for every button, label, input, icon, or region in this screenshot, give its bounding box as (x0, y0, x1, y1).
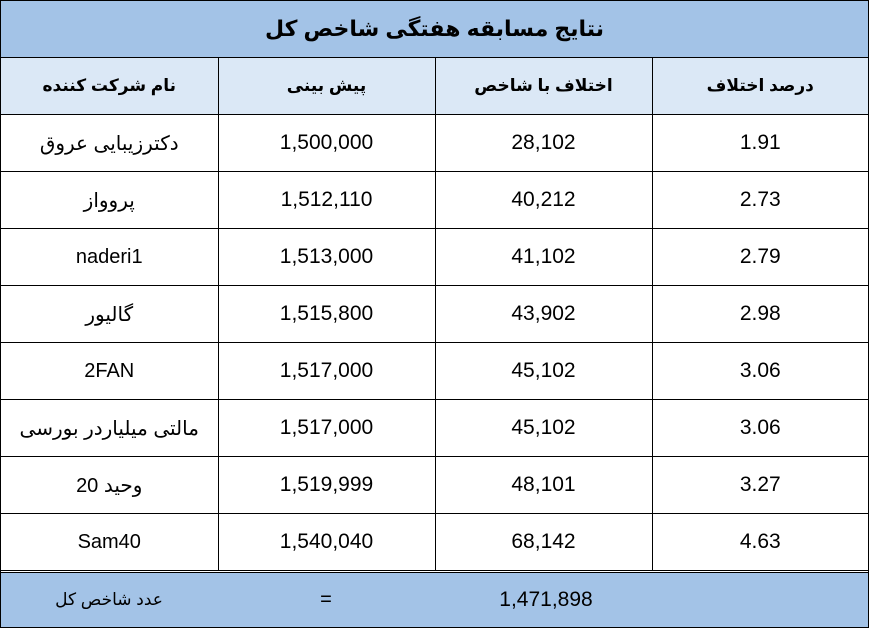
cell-difference: 68,142 (435, 514, 652, 571)
header-row (1, 58, 868, 115)
cell-prediction: 1,540,040 (218, 514, 435, 571)
table-row (1, 286, 868, 343)
cell-difference: 28,102 (435, 115, 652, 172)
cell-percent-difference: 4.63 (652, 514, 868, 571)
results-table (1, 58, 868, 571)
cell-participant-name: وحید 20 (1, 457, 218, 514)
cell-participant-name: دکترزیبایی عروق (1, 115, 218, 172)
footer-index-value: 1,471,898 (499, 588, 593, 611)
cell-percent-difference: 2.73 (652, 172, 868, 229)
cell-difference: 48,101 (435, 457, 652, 514)
cell-difference: 45,102 (435, 343, 652, 400)
cell-percent-difference: 3.06 (652, 343, 868, 400)
cell-difference: 40,212 (435, 172, 652, 229)
cell-prediction: 1,517,000 (218, 343, 435, 400)
cell-percent-difference: 1.91 (652, 115, 868, 172)
table-row (1, 457, 868, 514)
cell-prediction: 1,515,800 (218, 286, 435, 343)
cell-prediction: 1,517,000 (218, 400, 435, 457)
header-diff: اختلاف با شاخص (435, 58, 652, 115)
cell-difference: 41,102 (435, 229, 652, 286)
cell-percent-difference: 2.79 (652, 229, 868, 286)
footer-label: عدد شاخص کل (55, 590, 163, 609)
table-body (1, 115, 868, 571)
cell-percent-difference: 3.06 (652, 400, 868, 457)
cell-prediction: 1,519,999 (218, 457, 435, 514)
table-row (1, 115, 868, 172)
title-text: نتایج مسابقه هفتگی شاخص کل (264, 16, 605, 41)
cell-percent-difference: 3.27 (652, 457, 868, 514)
header-name: نام شرکت کننده (1, 58, 218, 115)
cell-participant-name: naderi1 (1, 229, 218, 286)
header-prediction: پیش بینی (218, 58, 435, 115)
cell-participant-name: پروواز (1, 172, 218, 229)
header-percent: درصد اختلاف (652, 58, 868, 115)
cell-percent-difference: 2.98 (652, 286, 868, 343)
cell-difference: 45,102 (435, 400, 652, 457)
footer-bar (1, 572, 868, 627)
page-title (1, 1, 868, 58)
cell-prediction: 1,512,110 (218, 172, 435, 229)
table-row (1, 343, 868, 400)
table-row (1, 400, 868, 457)
cell-difference: 43,902 (435, 286, 652, 343)
table-row (1, 229, 868, 286)
cell-participant-name: 2FAN (1, 343, 218, 400)
cell-prediction: 1,500,000 (218, 115, 435, 172)
cell-participant-name: گالیور (1, 286, 218, 343)
cell-participant-name: Sam40 (1, 514, 218, 571)
cell-prediction: 1,513,000 (218, 229, 435, 286)
table-row (1, 172, 868, 229)
footer-equals: = (320, 588, 332, 611)
table-row (1, 514, 868, 571)
cell-participant-name: مالتی میلیاردر بورسی (1, 400, 218, 457)
